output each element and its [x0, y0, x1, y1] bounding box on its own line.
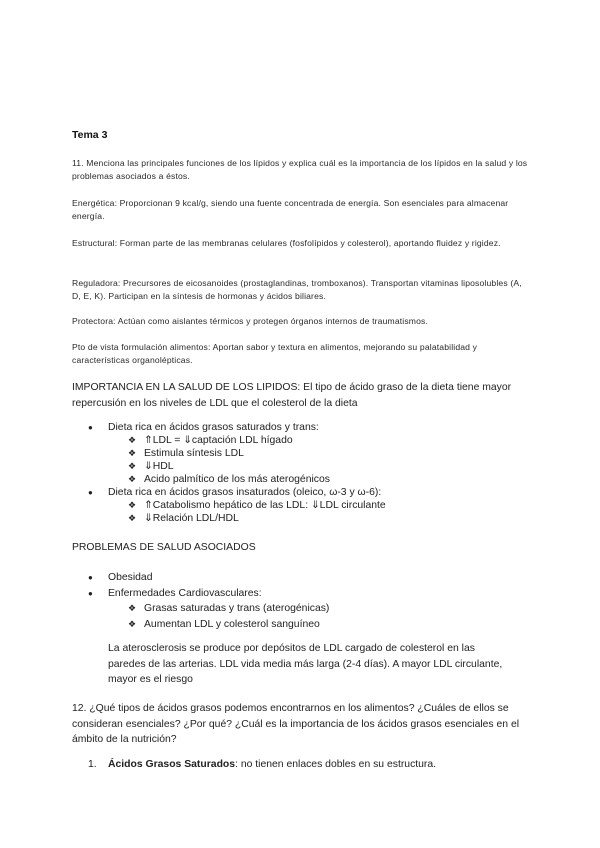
diet-subitem [128, 512, 386, 525]
fatty-acid-description: : no tienen enlaces dobles en su estructura. [235, 759, 437, 770]
diamond-icon: ❖ [128, 448, 137, 458]
question-12: 12. ¿Qué tipos de ácidos grasos podemos encontrarnos en los alimentos? ¿Cuáles de ellos se consideran esenciales? ¿Por qué? ¿Cuál es la importancia de los ácidos grasos esenciales en el ámbito de la nutrición? [72, 703, 520, 745]
function-energetica: Energética: Proporcionan 9 kcal/g, siendo una fuente concentrada de energía. Son esenciales para almacenar energía. [72, 198, 509, 221]
function-estructural: Estructural: Forman parte de las membranas celulares (fosfolípidos y colesterol), aportando fluidez y rigidez. [72, 238, 501, 248]
problema-item [88, 586, 329, 602]
bullet-icon: ● [88, 573, 93, 582]
bullet-icon: ● [88, 488, 93, 497]
diet-list [88, 421, 386, 525]
diamond-icon: ❖ [128, 461, 137, 471]
problema-text: Obesidad [108, 572, 153, 583]
diet-subitem [128, 473, 386, 486]
aterosclerosis-paragraph: La aterosclerosis se produce por depósitos de LDL cargado de colesterol en las paredes de las arterias. LDL vida media más larga (2-4 días). A mayor LDL circulante, mayor es el riesgo [108, 643, 503, 685]
diamond-icon: ❖ [128, 474, 137, 484]
problema-subitem [128, 617, 329, 633]
diamond-icon: ❖ [128, 618, 137, 629]
problema-subitem [128, 601, 330, 617]
bullet-icon: ● [88, 423, 93, 432]
diet-subitem-text: ⇑Catabolismo hepático de las LDL: ⇓LDL circulante [144, 500, 386, 511]
problema-subitem-text: Grasas saturadas y trans (aterogénicas) [144, 603, 330, 614]
diamond-icon: ❖ [128, 513, 137, 523]
diet-subitem [128, 460, 386, 473]
diet-subitem [128, 499, 386, 512]
diamond-icon: ❖ [128, 500, 137, 510]
page-title: Tema 3 [72, 129, 108, 141]
problema-text: Enfermedades Cardiovasculares: [108, 587, 262, 599]
diet-subitem-text: Estimula síntesis LDL [144, 448, 244, 459]
diet-subitem-text: Acido palmítico de los más aterogénicos [144, 474, 330, 485]
problema-subitem-text: Aumentan LDL y colesterol sanguíneo [144, 618, 320, 630]
diamond-icon: ❖ [128, 435, 137, 445]
problema-item [88, 570, 329, 586]
bullet-icon: ● [88, 588, 93, 598]
diet-subitem [128, 447, 386, 460]
problemas-heading: PROBLEMAS DE SALUD ASOCIADOS [72, 542, 256, 553]
diet-label: Dieta rica en ácidos grasos insaturados (oleico, ω-3 y ω-6): [108, 487, 382, 498]
diet-subitem [128, 434, 386, 447]
importancia-paragraph: IMPORTANCIA EN LA SALUD DE LOS LIPIDOS: El tipo de ácido graso de la dieta tiene mayor repercusión en los niveles de LDL que el colesterol de la dieta [72, 382, 512, 409]
fatty-acid-item [88, 758, 437, 771]
fatty-acid-term: Ácidos Grasos Saturados [108, 759, 236, 770]
list-number: 1. [88, 759, 97, 770]
problemas-list [88, 570, 330, 632]
diamond-icon: ❖ [128, 603, 137, 613]
diet-item [88, 486, 386, 499]
diet-subitem-text: ⇓HDL [144, 461, 174, 472]
function-protectora: Protectora: Actúan como aislantes térmicos y protegen órganos internos de traumatismos. [72, 316, 429, 326]
diet-item [88, 421, 386, 434]
question-11: 11. Menciona las principales funciones de los lípidos y explica cuál es la importancia de los lípidos en la salud y los problemas asociados a éstos. [72, 158, 528, 181]
function-reguladora: Reguladora: Precursores de eicosanoides (prostaglandinas, tromboxanos). Transportan vitaminas liposolubles (A, D, E, K). Participan en la síntesis de hormonas y ácidos biliares. [72, 278, 522, 301]
fatty-acid-list [88, 758, 437, 771]
diet-subitem-text: ⇑LDL = ⇓captación LDL hígado [144, 435, 293, 446]
function-formulacion: Pto de vista formulación alimentos: Aportan sabor y textura en alimentos, mejorando su palatabilidad y características organolépticas. [72, 342, 478, 365]
diet-subitem-text: ⇓Relación LDL/HDL [144, 513, 239, 524]
diet-label: Dieta rica en ácidos grasos saturados y trans: [108, 422, 319, 433]
